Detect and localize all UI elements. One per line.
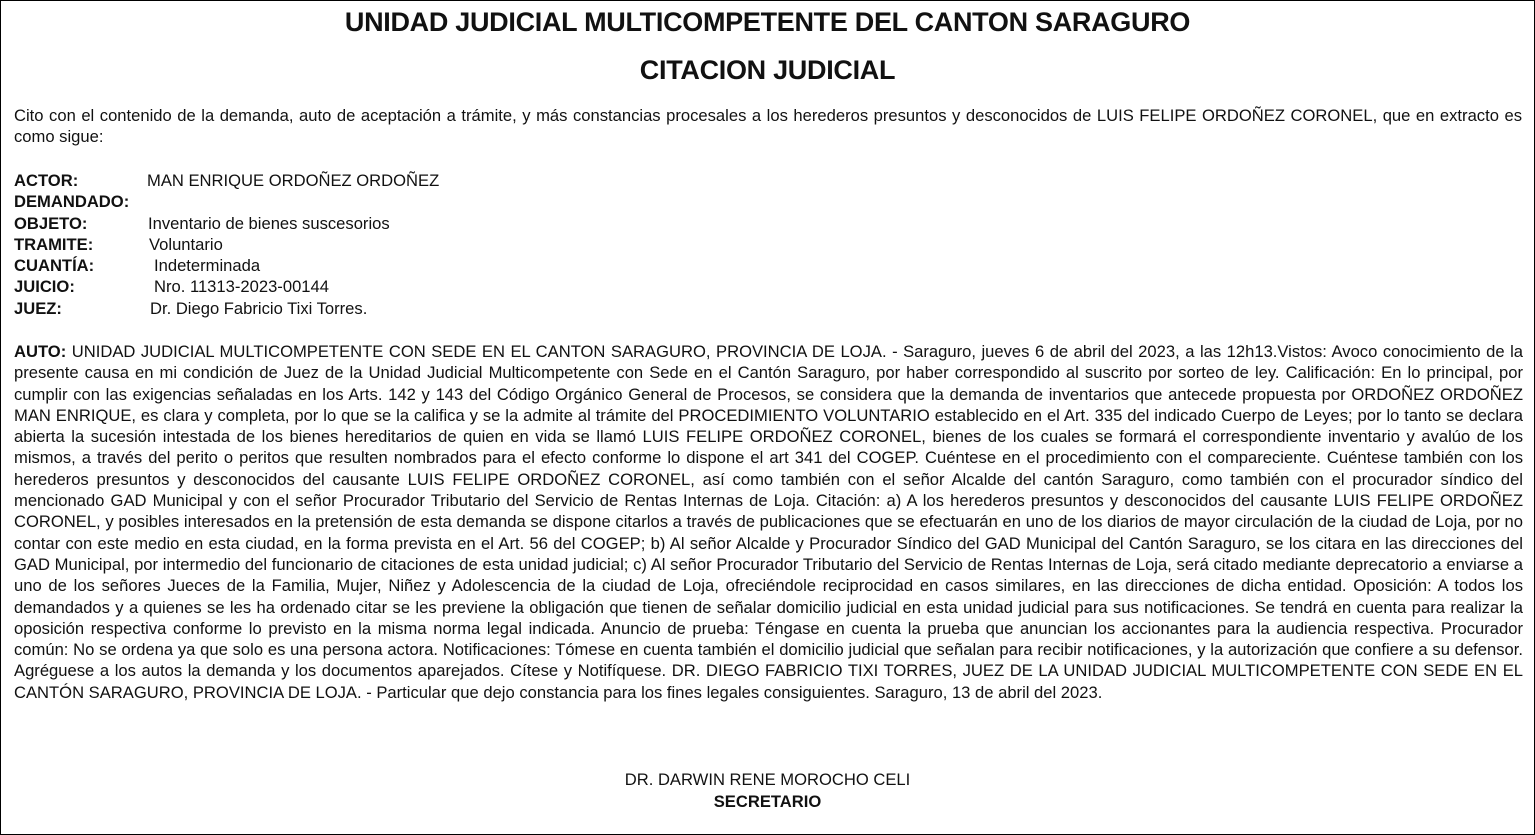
field-label-tramite: TRAMITE: (14, 234, 94, 254)
field-value-juicio: Nro. 11313-2023-00144 (154, 277, 329, 297)
field-value-cuantia: Indeterminada (154, 256, 261, 276)
signatory-role: SECRETARIO (713, 792, 822, 811)
field-value-tramite: Voluntario (149, 234, 223, 254)
field-label-juicio: JUICIO: (14, 277, 75, 297)
auto-paragraph (14, 341, 1523, 703)
field-label-demandado: DEMANDADO: (14, 192, 130, 212)
auto-label: AUTO: (14, 342, 67, 361)
field-label-objeto: OBJETO: (14, 213, 88, 233)
field-value-actor: MAN ENRIQUE ORDOÑEZ ORDOÑEZ (147, 171, 440, 190)
signatory-name: DR. DARWIN RENE MOROCHO CELI (624, 770, 911, 789)
field-label-actor: ACTOR: (14, 171, 79, 190)
document-type-heading: CITACION JUDICIAL (639, 55, 896, 85)
court-name-heading: UNIDAD JUDICIAL MULTICOMPETENTE DEL CANTON SARAGURO (344, 7, 1191, 37)
field-label-juez: JUEZ: (14, 298, 62, 318)
intro-paragraph: Cito con el contenido de la demanda, auto de aceptación a trámite, y más constancias procesales a los herederos presuntos y desconocidos de LUIS FELIPE ORDOÑEZ CORONEL, que en extracto es como sigue: (14, 106, 1522, 146)
auto-text: UNIDAD JUDICIAL MULTICOMPETENTE CON SEDE EN EL CANTON SARAGURO, PROVINCIA DE LOJA. - Saraguro, jueves 6 de abril del 2023, a las 12h13.Vistos: Avoco conocimiento de la presente causa en mi condición de Juez de la Unidad Judicial Multicompetente con Sede en el Cantón Saraguro, por haber correspondido al suscrito por sorteo de ley. Calificación: En lo principal, por cumplir con las exigencias señaladas en los Arts. 142 y 143 del Código Orgánico General de Procesos, se considera que la demanda de inventarios que antecede propuesta por ORDOÑEZ ORDOÑEZ MAN ENRIQUE, es clara y completa, por lo que se la califica y se la admite al trámite del PROCEDIMIENTO VOLUNTARIO establecido en el Art. 335 del indicado Cuerpo de Leyes; por lo tanto se declara abierta la sucesión intestada de los bienes hereditarios de quien en vida se llamó LUIS FELIPE ORDOÑEZ CORONEL, bienes de los cuales se formará el correspondiente inventario y avalúo de los mismos, a través del perito o peritos que resulten nombrados para el efecto conforme lo dispone el art 341 del COGEP. Cuéntese en el procedimiento con el compareciente. Cuéntese también con los herederos presuntos y desconocidos del causante LUIS FELIPE ORDOÑEZ CORONEL, así como también con el señor Alcalde del cantón Saraguro, como también con el procurador síndico del mencionado GAD Municipal y con el señor Procurador Tributario del Servicio de Rentas Internas de Loja. Citación: a) A los herederos presuntos y desconocidos del causante LUIS FELIPE ORDOÑEZ CORONEL, y posibles interesados en la pretensión de esta demanda se dispone citarlos a través de publicaciones que se efectuarán en uno de los diarios de mayor circulación de la ciudad de Loja, por no contar con este medio en esta ciudad, en la forma prevista en el Art. 56 del COGEP; b) Al señor Alcalde y Procurador Síndico del GAD Municipal del Cantón Saraguro, se los citara en las direcciones del GAD Municipal, por intermedio del funcionario de citaciones de esta unidad judicial; c) Al señor Procurador Tributario del Servicio de Rentas Internas de Loja, será citado mediante deprecatorio a enviarse a uno de los señores Jueces de la Familia, Mujer, Niñez y Adolescencia de la ciudad de Loja, ofreciéndole reciprocidad en casos similares, en las direcciones de dicha entidad. Oposición: A todos los demandados y a quienes se les ha ordenado citar se les previene la obligación que tienen de señalar domicilio judicial en esta unidad judicial para sus notificaciones. Se tendrá en cuenta para realizar la oposición respectiva conforme lo previsto en la misma norma legal indicada. Anuncio de prueba: Téngase en cuenta la prueba que anuncian los accionantes para la audiencia respectiva. Procurador común: No se ordena ya que solo es una persona actora. Notificaciones: Tómese en cuenta también el domicilio judicial que señalan para recibir notificaciones, y la autorización que confiere a su defensor. Agréguese a los autos la demanda y los documentos aparejados. Cítese y Notifíquese. DR. DIEGO FABRICIO TIXI TORRES, JUEZ DE LA UNIDAD JUDICIAL MULTICOMPETENTE CON SEDE EN EL CANTÓN SARAGURO, PROVINCIA DE LOJA. - Particular que dejo constancia para los fines legales consiguientes. Saraguro, 13 de abril del 2023. (14, 342, 1523, 702)
field-value-juez: Dr. Diego Fabricio Tixi Torres. (150, 298, 368, 318)
field-value-objeto: Inventario de bienes suscesorios (148, 213, 390, 233)
field-label-cuantia: CUANTÍA: (14, 256, 95, 276)
